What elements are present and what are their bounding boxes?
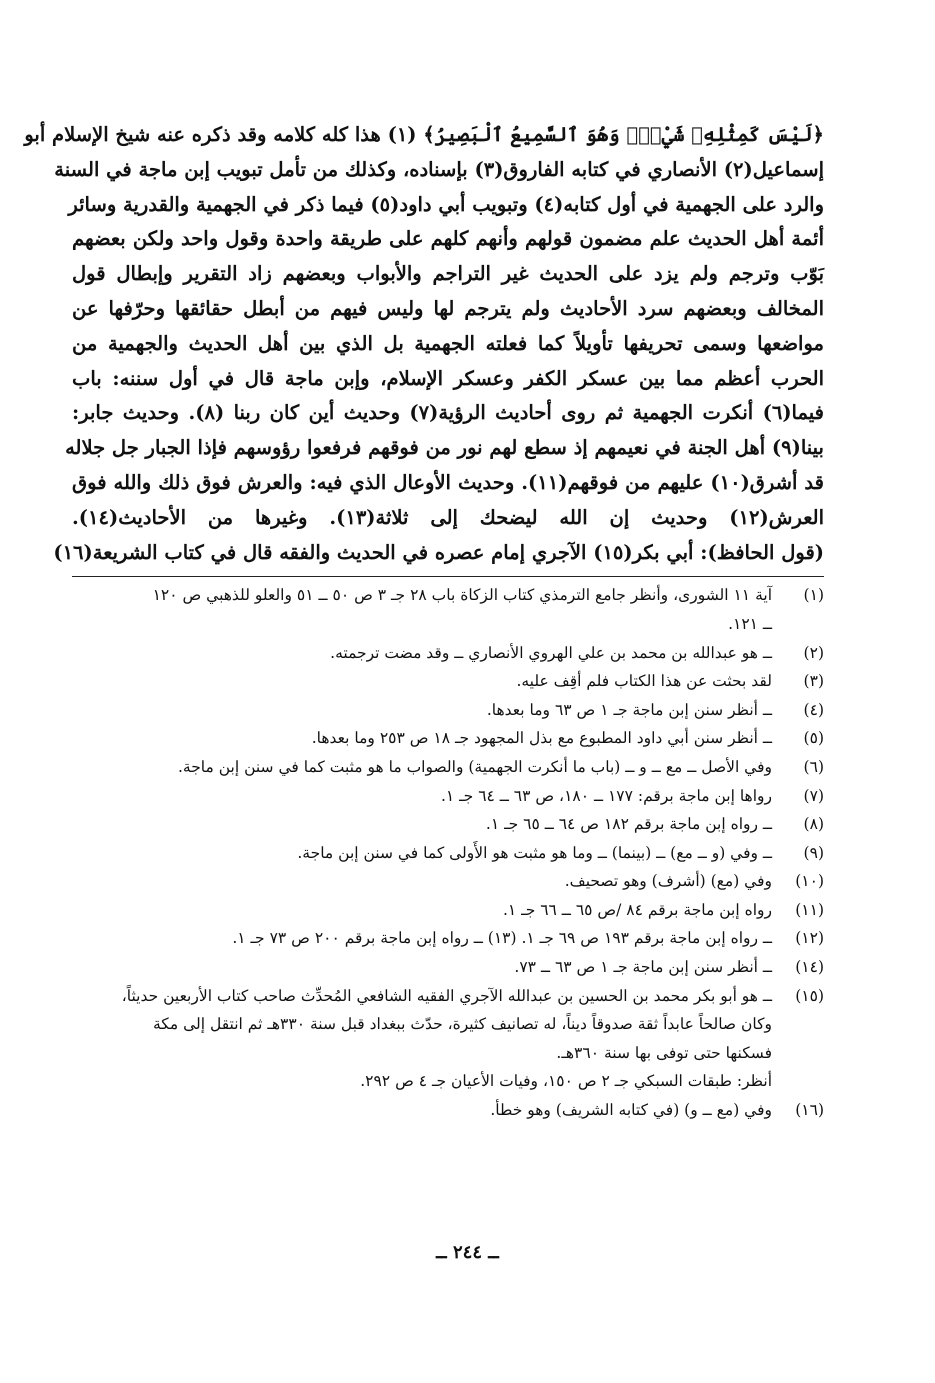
heading-label: (قول الحافظ):: [700, 540, 824, 564]
body-line: فيما(٦) أنكرت الجهمية ثم روى أحاديث الرؤية(٧) وحديث أين كان ربنا (٨). وحديث جابر:: [72, 401, 824, 425]
footnote: [72, 696, 824, 725]
footnote-number: (٣): [803, 672, 824, 691]
footnote: [72, 867, 824, 896]
footnote: [72, 1067, 824, 1096]
body-line: الحرب أعظم مما بين عسكر الكفر وعسكر الإسلام، وإبن ماجة قال في أول سننه: باب: [72, 366, 824, 390]
footnote-text: رواه إبن ماجة برقم ٨٤ /ص ٦٥ ــ ٦٦ جـ ١.: [502, 900, 772, 919]
footnote: [72, 982, 824, 1011]
footnote: [72, 1010, 824, 1039]
footnote-number: (١١): [795, 900, 824, 919]
footnote-text: وفي (مع) (أشرف) وهو تصحيف.: [564, 872, 772, 891]
footnote-text: ــ أنظر سنن أبي داود المطبوع مع بذل المجهود جـ ١٨ ص ٢٥٣ وما بعدها.: [311, 729, 772, 748]
footnote-number: (١٥): [795, 986, 824, 1005]
footnote: [72, 1039, 824, 1068]
document-page: [24, 118, 824, 1125]
footnote-text: ــ أنظر سنن إبن ماجة جـ ١ ص ٦٣ وما بعدها.: [486, 700, 772, 719]
footnote-text: فسكنها حتى توفى بها سنة ٣٦٠هـ.: [556, 1043, 772, 1062]
footnote: [72, 581, 824, 610]
footnote-number: (٦): [803, 757, 824, 776]
footnote-text: أنظر: طبقات السبكي جـ ٢ ص ١٥٠، وفيات الأعيان جـ ٤ ص ٢٩٢.: [360, 1072, 772, 1091]
footnote-text: ــ ١٢١.: [728, 614, 772, 633]
body-line: العرش(١٢) وحديث إن الله ليضحك إلى ثلاثة(١٣). وغيرها من الأحاديث(١٤).: [72, 505, 824, 529]
footnote-number: (١٠): [795, 872, 824, 891]
footnote-number: (٥): [803, 729, 824, 748]
footnote-number: (١): [803, 586, 824, 605]
footnote-number: (١٦): [795, 1101, 824, 1120]
heading-text: أبي بكر(١٥) الآجري إمام عصره في الحديث والفقه قال في كتاب الشريعة(١٦): [53, 540, 701, 564]
footnote-text: ــ هو أبو بكر محمد بن الحسين بن عبدالله الآجري الفقيه الشافعي المُحدِّث صاحب كتاب الأربعين حديثاً،: [121, 986, 772, 1005]
footnote-number: (٢): [803, 643, 824, 662]
footnote-number: (٩): [803, 843, 824, 862]
footnote: [72, 810, 824, 839]
footnote: [72, 839, 824, 868]
footnote-number: (٧): [803, 786, 824, 805]
footnote-text: وفي (مع ــ و) (في كتابه الشريف) وهو خطأ.: [490, 1101, 772, 1120]
body-line: مواضعها وسمى تحريفها تأويلاً كما فعلته الجهمية بل الذي بين أهل الحديث والجهمية من: [72, 331, 824, 355]
footnote-divider: [72, 576, 824, 577]
footnote-number: (١٢): [795, 929, 824, 948]
body-line: إسماعيل(٢) الأنصاري في كتابه الفاروق(٣) بإسناده، وكذلك من تأمل تبويب إبن ماجة في السنة: [54, 157, 824, 181]
footnote-text: ــ هو عبدالله بن محمد بن علي الهروي الأنصاري ــ وقد مضت ترجمته.: [330, 643, 772, 662]
footnote-text: ــ رواه إبن ماجة برقم ١٨٢ ص ٦٤ ــ ٦٥ جـ ١.: [485, 815, 772, 834]
footnote-text: آية ١١ الشورى، وأنظر جامع الترمذي كتاب الزكاة باب ٢٨ جـ ٣ ص ٥٠ ــ ٥١ والعلو للذهبي ص ١٢٠: [152, 586, 772, 605]
footnote: [72, 782, 824, 811]
body-line: بَوّب وترجم ولم يزد على الحديث غير التراجم والأبواب وبعضهم زاد التقرير وإبطال قول: [72, 262, 824, 286]
body-line: قد أشرق(١٠) عليهم من فوقهم(١١). وحديث الأوعال الذي فيه: والعرش فوق ذلك والله فوق: [72, 470, 824, 494]
body-line: والرد على الجهمية في أول كتابه(٤) وتبويب أبي داود(٥) فيما ذكر في الجهمية والقدرية وسائر: [68, 192, 824, 216]
section-heading: [53, 536, 824, 571]
body-text: [24, 118, 824, 536]
footnote-number: (١٤): [795, 958, 824, 977]
footnote: [72, 639, 824, 668]
footnote-text: ــ رواه إبن ماجة برقم ١٩٣ ص ٦٩ جـ ١. (١٣) ــ رواه إبن ماجة برقم ٢٠٠ ص ٧٣ جـ ١.: [232, 929, 772, 948]
footnote-text: ــ أنظر سنن إبن ماجة جـ ١ ص ٦٣ ــ ٧٣.: [514, 958, 772, 977]
footnote: [72, 667, 824, 696]
body-line: بينا(٩) أهل الجنة في نعيمهم إذ سطع لهم نور من فوقهم فرفعوا رؤوسهم فإذا الجبار جل جلاله: [65, 436, 824, 460]
footnote-number: (٤): [803, 700, 824, 719]
footnote-text: رواها إبن ماجة برقم: ١٧٧ ــ ١٨٠، ص ٦٣ ــ ٦٤ جـ ١.: [440, 786, 772, 805]
footnote: [72, 924, 824, 953]
footnote-text: وكان صالحاً عابداً ثقة صدوقاً ديناً، له تصانيف كثيرة، حدّث ببغداد قبل سنة ٣٣٠هـ ثم انتقل إلى مكة: [152, 1015, 772, 1034]
footnote: [72, 610, 824, 639]
footnote-text: لقد بحثت عن هذا الكتاب فلم أقِف عليه.: [516, 672, 772, 691]
footnote-text: ــ وفي (و ــ مع) ــ (بينما) ــ وما هو مثبت هو الأَولى كما في سنن إبن ماجة.: [297, 843, 772, 862]
body-line: ﴿لَيْسَ كَمِثْلِهِۦ شَيْءٌۖ وَهُوَ ٱلسَّمِيعُ ٱلْبَصِيرُ﴾ (١) هذا كله كلامه وقد ذكره عنه شيخ الإسلام أبو: [24, 123, 824, 146]
footnote-number: (٨): [803, 815, 824, 834]
footnotes: [72, 581, 824, 1124]
page-number: ــ ٢٤٤ ــ: [436, 1242, 499, 1263]
body-line: أئمة أهل الحديث علم مضمون قولهم وأنهم كلهم على طريقة واحدة وقول واحد ولكن بعضهم: [72, 227, 824, 251]
footnote: [72, 953, 824, 982]
footnote: [72, 724, 824, 753]
footnote: [72, 1096, 824, 1125]
footnote: [72, 896, 824, 925]
body-line: المخالف وبعضهم سرد الأحاديث ولم يترجم لها وليس فيهم من أبطل حقائقها وحرّفها عن: [72, 296, 824, 320]
footnote: [72, 753, 824, 782]
footnote-text: وفي الأصل ــ مع ــ و ــ (باب ما أنكرت الجهمية) والصواب ما هو مثبت كما في سنن إبن ماجة.: [177, 757, 772, 776]
